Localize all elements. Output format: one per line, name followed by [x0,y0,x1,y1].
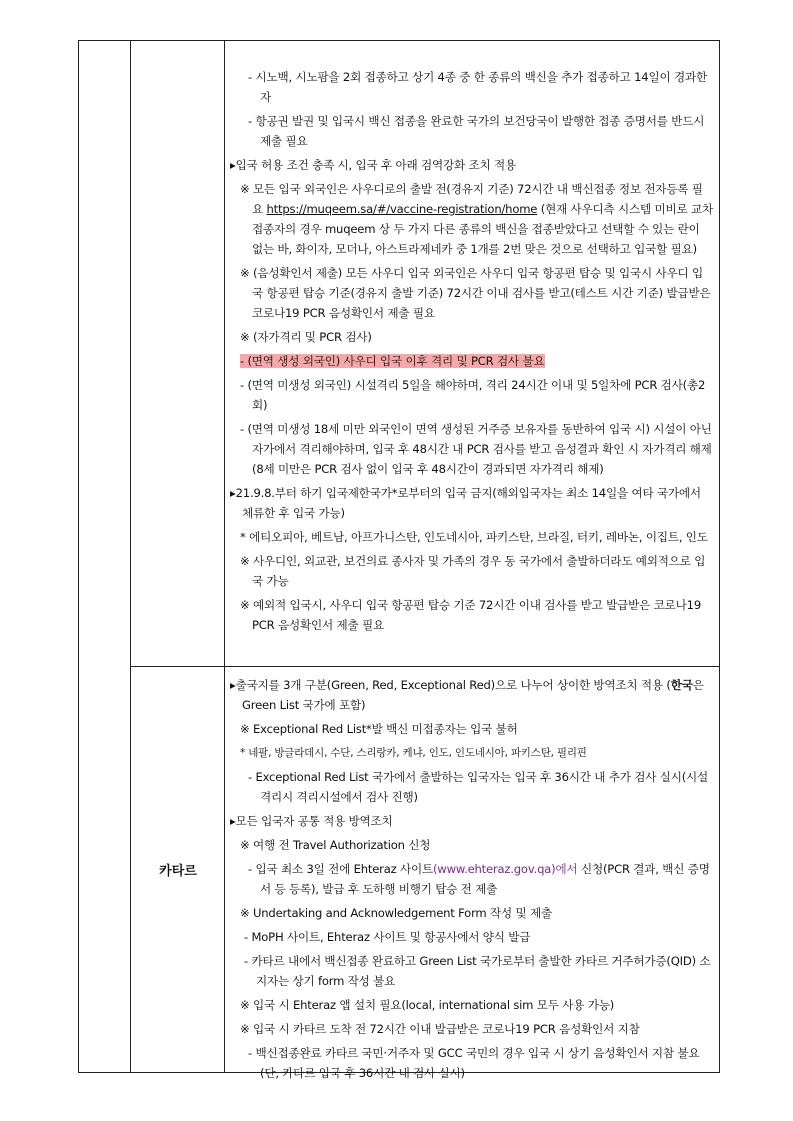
list-item: ▸21.9.8.부터 하기 입국제한국가*로부터의 입국 금지(해외입국자는 최소 14일을 여타 국가에서 체류한 후 입국 가능) [230,486,701,520]
list-item: - 시노백, 시노팜을 2회 접종하고 상기 4종 중 한 종류의 백신을 추가 접종하고 14일이 경과한 자 [248,70,707,104]
column-divider [224,41,225,1072]
list-item: ※ (음성확인서 제출) 모든 사우디 입국 외국인은 사우디 입국 항공편 탑승 및 입국시 사우디 입국 항공편 탑승 기준(경유지 출발 기준) 72시간 이내 검사를 받고(테스트 시간 기준) 발급받은 코로나19 PCR 음성확인서 제출 필요 [240,266,711,320]
list-item: ※ 사우디인, 외교관, 보건의료 종사자 및 가족의 경우 동 국가에서 출발하더라도 예외적으로 입국 가능 [240,554,706,588]
muqeem-link[interactable]: https://muqeem.sa/#/vaccine-registration/home [266,202,538,216]
ehteraz-link[interactable]: (www.ehteraz.gov.qa)에서 [432,862,578,876]
highlighted-text: - (면역 생성 외국인) 사우디 입국 이후 격리 및 PCR 검사 불요 [240,354,545,368]
list-item: ▸출국지를 3개 구분(Green, Red, Exceptional Red)으로 나누어 상이한 방역조치 적용 (한국은 Green List 국가에 포함) [230,678,704,712]
list-item: * 에티오피아, 베트남, 아프가니스탄, 인도네시아, 파키스탄, 브라질, 터키, 레바논, 이집트, 인도 [240,530,708,544]
list-item: - 카타르 내에서 백신접종 완료하고 Green List 국가로부터 출발한 카타르 거주허가증(QID) 소지자는 상기 form 작성 불요 [244,954,711,988]
list-item: ※ Exceptional Red List*발 백신 미접종자는 입국 불허 [240,722,518,736]
column-divider [130,41,131,1072]
list-item: ※ 입국 시 카타르 도착 전 72시간 이내 발급받은 코로나19 PCR 음성확인서 지참 [240,1022,640,1036]
korea-emphasis: 한국 [670,678,693,692]
list-item: * 네팔, 방글라데시, 수단, 스리랑카, 케냐, 인도, 인도네시아, 파키스탄, 필리핀 [240,747,587,759]
list-item: - 항공권 발권 및 입국시 백신 접종을 완료한 국가의 보건당국이 발행한 접종 증명서를 반드시 제출 필요 [248,114,705,148]
country-name-qatar: 카타르 [159,864,197,879]
list-item: ※ Undertaking and Acknowledgement Form 작성 및 제출 [240,906,552,920]
list-item: ※ 예외적 입국시, 사우디 입국 항공편 탑승 기준 72시간 이내 검사를 받고 발급받은 코로나19 PCR 음성확인서 제출 필요 [240,598,702,632]
list-item: - MoPH 사이트, Ehteraz 사이트 및 항공사에서 양식 발급 [244,930,531,944]
row-divider [130,666,719,667]
list-item: - 입국 최소 3일 전에 Ehteraz 사이트(www.ehteraz.gov.qa)에서 신청(PCR 결과, 백신 증명서 등 등록), 발급 후 도하행 비행기 탑승 전 제출 [248,862,710,896]
list-item: ※ (자가격리 및 PCR 검사) [240,330,372,344]
list-item: - (면역 미생성 18세 미만 외국인이 면역 생성된 거주증 보유자를 동반하여 입국 시) 시설이 아닌 자가에서 격리해야하며, 입국 후 48시간 내 PCR 검사를 받고 음성결과 확인 시 자가격리 해제(8세 미만은 PCR 검사 없이 입국 후 48시간이 경과되면 자가격리 해제) [240,422,712,476]
list-item: ※ 여행 전 Travel Authorization 신청 [240,838,431,852]
country-table [78,40,720,1080]
list-item [228,351,713,371]
list-item: - (면역 미생성 외국인) 시설격리 5일을 해야하며, 격리 24시간 이내 및 5일차에 PCR 검사(총2회) [240,378,706,412]
list-item: ▸입국 허용 조건 충족 시, 입국 후 아래 검역강화 조치 적용 [230,158,516,172]
list-item: - 백신접종완료 카타르 국민·거주자 및 GCC 국민의 경우 입국 시 상기 음성확인서 지참 불요(단, 카타르 입국 후 36시간 내 검사 실시) [248,1046,700,1080]
list-item: ※ 입국 시 Ehteraz 앱 설치 필요(local, international sim 모두 사용 가능) [240,998,615,1012]
saudi-measures [228,67,713,639]
qatar-measures [228,675,713,1087]
list-item: - Exceptional Red List 국가에서 출발하는 입국자는 입국 후 36시간 내 추가 검사 실시(시설격리시 격리시설에서 검사 진행) [248,770,709,804]
list-item: ▸모든 입국자 공통 적용 방역조치 [230,814,393,828]
list-item: ※ 모든 입국 외국인은 사우디로의 출발 전(경유지 기준) 72시간 내 백신접종 정보 전자등록 필요 https://muqeem.sa/#/vaccine-registration/home (현재 사우디측 시스템 미비로 교차 접종자의 경우 muqeem 상 두 가지 다른 종류의 백신을 접종받았다고 선택할 수 있는 란이 없는 바, 화이자, 모더나, 아스트라제네카 중 1개를 2번 맞은 것으로 선택하고 입국할 필요) [240,182,714,256]
